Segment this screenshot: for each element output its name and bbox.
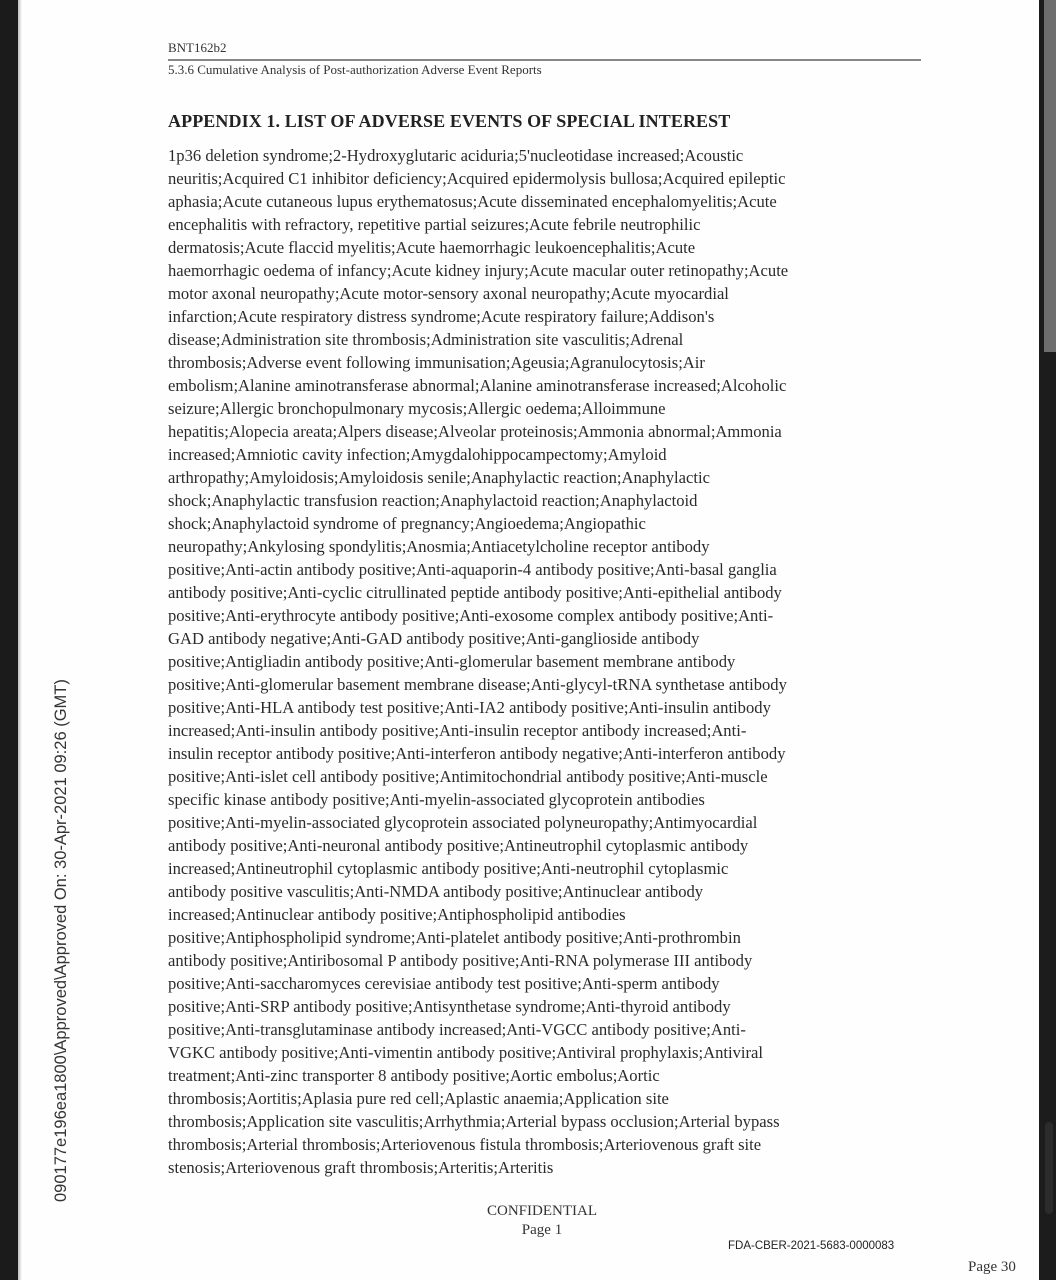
body-text-line: treatment;Anti-zinc transporter 8 antibody positive;Aortic embolus;Aortic: [168, 1066, 660, 1085]
body-text-line: antibody positive;Anti-cyclic citrullinated peptide antibody positive;Anti-epithelial antibody: [168, 583, 782, 602]
body-text-line: dermatosis;Acute flaccid myelitis;Acute haemorrhagic leukoencephalitis;Acute: [168, 238, 696, 257]
body-text-line: thrombosis;Aortitis;Aplasia pure red cell;Aplastic anaemia;Application site: [168, 1089, 669, 1108]
body-text-line: haemorrhagic oedema of infancy;Acute kidney injury;Acute macular outer retinopathy;Acute: [168, 261, 789, 280]
body-text-line: neuropathy;Ankylosing spondylitis;Anosmia;Antiacetylcholine receptor antibody: [168, 537, 710, 556]
body-text-line: GAD antibody negative;Anti-GAD antibody positive;Anti-ganglioside antibody: [168, 629, 700, 648]
body-text-line: aphasia;Acute cutaneous lupus erythematosus;Acute disseminated encephalomyelitis;Acute: [168, 192, 777, 211]
appendix-heading: APPENDIX 1. LIST OF ADVERSE EVENTS OF SPECIAL INTEREST: [168, 111, 731, 131]
body-text-line: seizure;Allergic bronchopulmonary mycosis;Allergic oedema;Alloimmune: [168, 399, 666, 418]
body-text-line: antibody positive;Antiribosomal P antibody positive;Anti-RNA polymerase III antibody: [168, 951, 753, 970]
body-text-line: hepatitis;Alopecia areata;Alpers disease;Alveolar proteinosis;Ammonia abnormal;Ammonia: [168, 422, 782, 441]
outer-page-number: Page 30: [968, 1259, 1016, 1275]
document-id: BNT162b2: [168, 40, 227, 55]
body-text-line: disease;Administration site thrombosis;Administration site vasculitis;Adrenal: [168, 330, 684, 349]
body-text-line: antibody positive vasculitis;Anti-NMDA antibody positive;Antinuclear antibody: [168, 882, 704, 901]
approval-stamp: 090177e196ea1800\Approved\Approved On: 30-Apr-2021 09:26 (GMT): [52, 679, 70, 1202]
body-text-line: positive;Antiphospholipid syndrome;Anti-platelet antibody positive;Anti-prothrombin: [168, 928, 741, 947]
body-text-line: positive;Anti-erythrocyte antibody positive;Anti-exosome complex antibody positive;Anti-: [168, 606, 774, 625]
scrollbar-thumb[interactable]: [1044, 0, 1056, 352]
body-text-line: positive;Anti-transglutaminase antibody increased;Anti-VGCC antibody positive;Anti-: [168, 1020, 746, 1039]
body-text-line: increased;Amniotic cavity infection;Amygdalohippocampectomy;Amyloid: [168, 445, 667, 464]
scrollbar-thumb-secondary[interactable]: [1045, 1122, 1053, 1214]
body-text-line: positive;Anti-SRP antibody positive;Antisynthetase syndrome;Anti-thyroid antibody: [168, 997, 731, 1016]
viewer-left-edge: [0, 0, 18, 1280]
section-title: 5.3.6 Cumulative Analysis of Post-authorization Adverse Event Reports: [168, 62, 542, 77]
document-page: [22, 0, 1038, 1280]
body-text-line: positive;Anti-saccharomyces cerevisiae antibody test positive;Anti-sperm antibody: [168, 974, 720, 993]
body-text-line: infarction;Acute respiratory distress syndrome;Acute respiratory failure;Addison's: [168, 307, 715, 326]
body-text-line: positive;Anti-actin antibody positive;Anti-aquaporin-4 antibody positive;Anti-basal ganglia: [168, 560, 777, 579]
bates-number: FDA-CBER-2021-5683-0000083: [728, 1240, 895, 1252]
body-text-line: positive;Anti-glomerular basement membrane disease;Anti-glycyl-tRNA synthetase antibody: [168, 675, 787, 694]
body-text-line: insulin receptor antibody positive;Anti-interferon antibody negative;Anti-interferon antibody: [168, 744, 786, 763]
body-text-line: thrombosis;Adverse event following immunisation;Ageusia;Agranulocytosis;Air: [168, 353, 705, 372]
confidential-label: CONFIDENTIAL: [487, 1203, 597, 1219]
body-text-line: thrombosis;Application site vasculitis;Arrhythmia;Arterial bypass occlusion;Arterial bypass: [168, 1112, 780, 1131]
body-text-line: increased;Anti-insulin antibody positive;Anti-insulin receptor antibody increased;Anti-: [168, 721, 747, 740]
body-text-line: neuritis;Acquired C1 inhibitor deficiency;Acquired epidermolysis bullosa;Acquired epileptic: [168, 169, 786, 188]
body-text-line: specific kinase antibody positive;Anti-myelin-associated glycoprotein antibodies: [168, 790, 705, 809]
header-divider: [168, 59, 921, 61]
body-text-line: increased;Antineutrophil cytoplasmic antibody positive;Anti-neutrophil cytoplasmic: [168, 859, 729, 878]
body-text-line: shock;Anaphylactic transfusion reaction;Anaphylactoid reaction;Anaphylactoid: [168, 491, 698, 510]
body-text-line: arthropathy;Amyloidosis;Amyloidosis senile;Anaphylactic reaction;Anaphylactic: [168, 468, 710, 487]
body-text-line: VGKC antibody positive;Anti-vimentin antibody positive;Antiviral prophylaxis;Antiviral: [168, 1043, 764, 1062]
body-text-line: 1p36 deletion syndrome;2-Hydroxyglutaric aciduria;5'nucleotidase increased;Acoustic: [168, 146, 744, 165]
body-text-line: thrombosis;Arterial thrombosis;Arteriovenous fistula thrombosis;Arteriovenous graft site: [168, 1135, 762, 1154]
body-text-line: positive;Anti-islet cell antibody positive;Antimitochondrial antibody positive;Anti-muscle: [168, 767, 768, 786]
adverse-events-list: [168, 144, 928, 1179]
body-text-line: embolism;Alanine aminotransferase abnormal;Alanine aminotransferase increased;Alcoholic: [168, 376, 787, 395]
body-text-line: positive;Anti-myelin-associated glycoprotein associated polyneuropathy;Antimyocardial: [168, 813, 758, 832]
body-text-line: encephalitis with refractory, repetitive partial seizures;Acute febrile neutrophilic: [168, 215, 701, 234]
body-text-line: positive;Antigliadin antibody positive;Anti-glomerular basement membrane antibody: [168, 652, 736, 671]
body-text-line: stenosis;Arteriovenous graft thrombosis;Arteritis;Arteritis: [168, 1158, 554, 1177]
body-text-line: increased;Antinuclear antibody positive;Antiphospholipid antibodies: [168, 905, 626, 924]
inner-page-number: Page 1: [521, 1222, 563, 1238]
body-text-line: shock;Anaphylactoid syndrome of pregnancy;Angioedema;Angiopathic: [168, 514, 646, 533]
body-text-line: antibody positive;Anti-neuronal antibody positive;Antineutrophil cytoplasmic antibody: [168, 836, 749, 855]
body-text-line: positive;Anti-HLA antibody test positive;Anti-IA2 antibody positive;Anti-insulin antibody: [168, 698, 771, 717]
body-text-line: motor axonal neuropathy;Acute motor-sensory axonal neuropathy;Acute myocardial: [168, 284, 729, 303]
